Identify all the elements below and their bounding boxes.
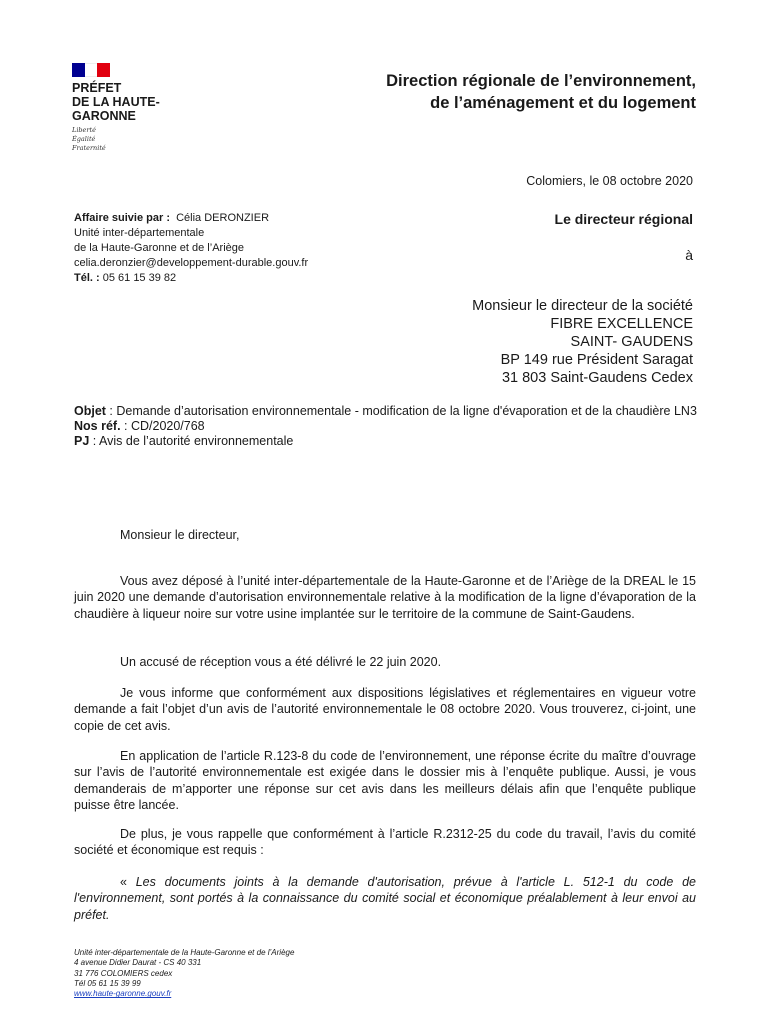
paragraph-3 — [74, 685, 696, 734]
flag-red — [97, 63, 110, 77]
sender-title: Le directeur régional — [554, 211, 693, 227]
devise-text: Liberté Égalité Fraternité — [72, 126, 106, 152]
recipient-address: Monsieur le directeur de la société FIBRE EXCELLENCE SAINT- GAUDENS BP 149 rue Président Saragat 31 803 Saint-Gaudens Cedex — [472, 298, 693, 386]
affaire-label: Affaire suivie par : — [74, 212, 170, 224]
affaire-tel: 05 61 15 39 82 — [102, 272, 177, 284]
footer — [74, 948, 294, 999]
affaire-unit-line1: Unité inter-départementale — [74, 227, 205, 239]
affaire-block — [74, 211, 308, 286]
paragraph-2 — [74, 654, 696, 670]
quote-open: « — [120, 875, 136, 889]
affaire-unit-line2: de la Haute-Garonne et de l’Ariège — [74, 242, 244, 254]
quote-text: Les documents joints à la demande d'autorisation, prévue à l'article L. 512-1 du code de l'environnement, sont portés à la connaissance du comité social et économique préalablement à leur envoi au préfet. — [74, 875, 696, 922]
paragraph-3-text: Je vous informe que conformément aux dispositions législatives et réglementaires en vigueur votre demande a fait l’objet d’un avis de l’autorité environnementale le 08 octobre 2020. Vous trouverez, ci-joint, une copie de cet avis. — [74, 686, 696, 733]
flag-white — [85, 63, 98, 77]
footer-line2: 4 avenue Didier Daurat - CS 40 331 — [74, 958, 202, 968]
pj-value: : Avis de l’autorité environnementale — [89, 434, 294, 448]
affaire-name: Célia DERONZIER — [176, 212, 270, 224]
paragraph-1 — [74, 573, 696, 622]
paragraph-4 — [74, 748, 696, 813]
tel-label: Tél. : — [74, 272, 100, 284]
ref-label: Nos réf. — [74, 419, 121, 433]
footer-line3: 31 776 COLOMIERS cedex — [74, 968, 173, 978]
paragraph-2-text: Un accusé de réception vous a été délivré le 22 juin 2020. — [120, 655, 442, 669]
to-word: à — [685, 247, 693, 263]
paragraph-1-text: Vous avez déposé à l’unité inter-départementale de la Haute-Garonne et de l’Ariège de la DREAL le 15 juin 2020 une demande d’autorisation environnementale relative à la modification de la ligne d’évaporation de la chaudière à liqueur noire sur votre usine implantée sur le territoire de la commune de Saint-Gaudens. — [74, 574, 696, 621]
letter-date: Colomiers, le 08 octobre 2020 — [526, 174, 693, 188]
objet-label: Objet — [74, 404, 106, 418]
paragraph-5 — [74, 826, 696, 859]
marianne-logo-flag — [72, 63, 110, 77]
ref-value: : CD/2020/768 — [120, 419, 205, 433]
pj-label: PJ — [74, 434, 90, 448]
objet-text: : Demande d’autorisation environnementale - modification de la ligne d'évaporation et de la chaudière LN3 — [105, 404, 697, 418]
prefet-logo-text: PRÉFET DE LA HAUTE- GARONNE — [72, 81, 160, 123]
paragraph-4-text: En application de l’article R.123-8 du code de l’environnement, une réponse écrite du maître d’ouvrage sur l’avis de l’autorité environnementale est exigée dans le dossier mis à l’enquête publique. Aussi, je vous demanderais de m’apporter une réponse sur cet avis dans les meilleurs délais afin que l’enquête publique puisse être lancée. — [74, 749, 696, 812]
direction-title: Direction régionale de l’environnement, de l’aménagement et du logement — [386, 72, 696, 112]
paragraph-quote — [74, 874, 696, 923]
flag-blue — [72, 63, 85, 77]
salutation: Monsieur le directeur, — [120, 528, 240, 542]
footer-line4: Tél 05 61 15 39 99 — [74, 978, 141, 988]
affaire-email: celia.deronzier@developpement-durable.gouv.fr — [74, 257, 309, 269]
footer-website-link[interactable]: www.haute-garonne.gouv.fr — [74, 989, 172, 999]
objet-block — [74, 404, 704, 449]
paragraph-5-text: De plus, je vous rappelle que conformément à l’article R.2312-25 du code du travail, l’avis du comité société et économique est requis : — [74, 827, 696, 858]
footer-line1: Unité inter-départementale de la Haute-Garonne et de l’Ariège — [74, 948, 295, 957]
